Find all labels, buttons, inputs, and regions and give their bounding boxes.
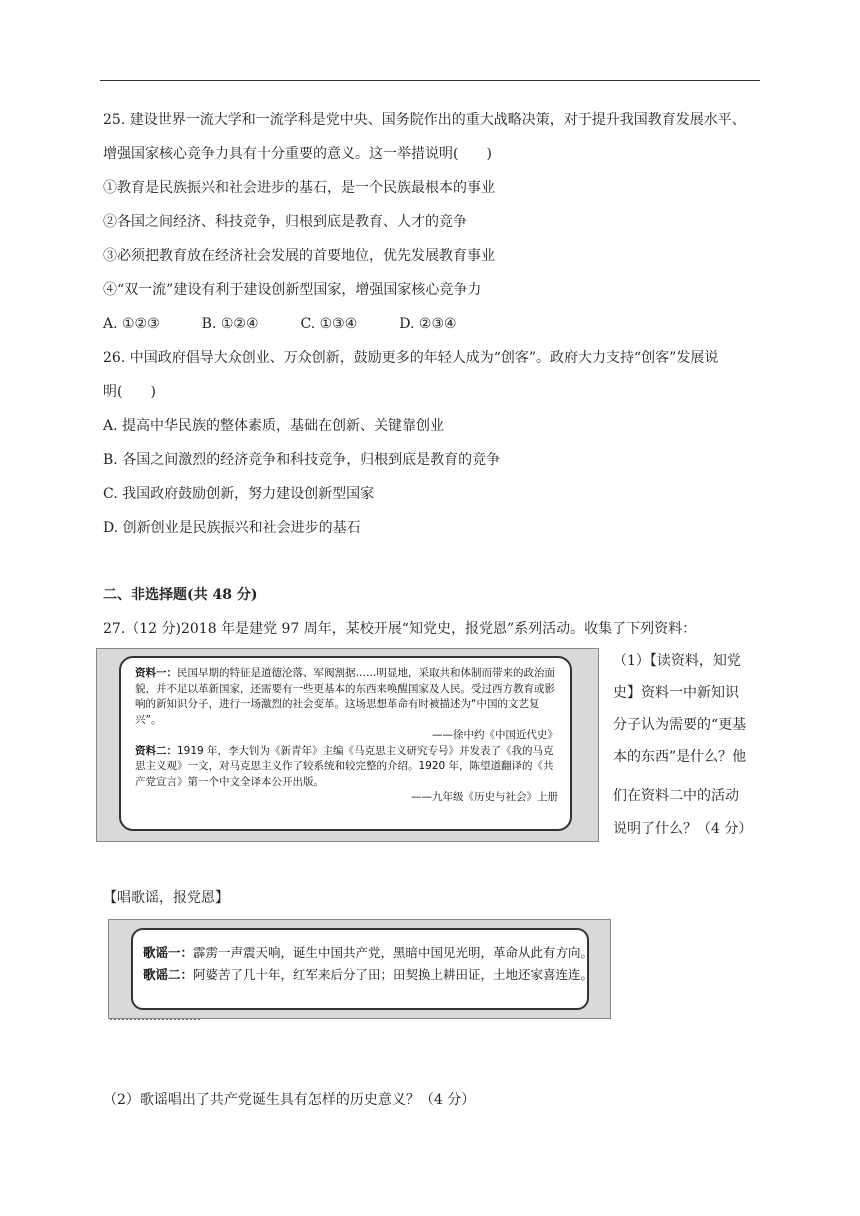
material2-text: 1919 年，李大钊为《新青年》主编《马克思主义研究专号》并发表了《我的马克思主义观》一文，对马克思主义作了较系统和较完整的介绍。1920 年，陈望道翻译的《共产党宣言》第一个中文全译本公开出版。 (135, 744, 554, 788)
material-box (119, 656, 572, 831)
q26-stem-line1: 26. 中国政府倡导大众创业、万众创新，鼓励更多的年轻人成为“创客”。政府大力支持“创客”发展说 (103, 350, 719, 366)
q25-option-4: ④“双一流”建设有利于建设创新型国家，增强国家核心竞争力 (103, 282, 482, 298)
material2-paragraph (135, 744, 558, 791)
song-box (131, 928, 594, 1010)
material2-label: 资料二： (135, 744, 177, 757)
material1-label: 资料一： (135, 667, 177, 679)
song1-label: 歌谣一： (143, 945, 194, 960)
material1-text: 民国早期的特征是道德沦落、军阀割据……明显地，采取共和体制而带来的政治面貌，并不足以革新国家，还需要有一些更基本的东西来唤醒国家及人民。受过西方教育或影响的新知识分子，进行一场激烈的社会变革。这场思想革命有时被描述为“中国的文艺复兴”。 (135, 667, 555, 726)
sub1-line-4: 本的东西”是什么？他 (613, 749, 747, 765)
q27-intro: 27.（12 分)2018 年是建党 97 周年，某校开展“知党史，报党恩”系列活动。收集了下列资料： (103, 621, 697, 637)
q26-stem-line2: 明( ) (103, 384, 156, 400)
q25-stem-line2: 增强国家核心竞争力具有十分重要的意义。这一举措说明( ) (103, 146, 492, 162)
material1-source: ——徐中约《中国近代史》 (432, 729, 558, 741)
cropped-text-remnant (110, 1018, 200, 1026)
material1-paragraph (135, 666, 558, 728)
song1-text: 霹雳一声震天响，诞生中国共产党，黑暗中国见光明，革命从此有方向。 (193, 945, 594, 960)
sub1-line-6: 说明了什么？（4 分） (613, 821, 753, 837)
q26-choice-a: A. 提高中华民族的整体素质，基础在创新、关键靠创业 (103, 418, 445, 434)
q25-option-2: ②各国之间经济、科技竞争，归根到底是教育、人才的竞争 (103, 214, 467, 230)
sub1-line-3: 分子认为需要的“更基 (613, 717, 747, 733)
material-figure (96, 648, 599, 842)
song-figure (108, 919, 611, 1019)
q26-choice-c: C. 我国政府鼓励创新，努力建设创新型国家 (103, 486, 375, 502)
q25-option-3: ③必须把教育放在经济社会发展的首要地位，优先发展教育事业 (103, 248, 495, 264)
sub1-line-2: 史】资料一中新知识 (613, 685, 739, 701)
sub1-line-1: （1）【读资料，知党 (613, 653, 741, 669)
q25-stem-line1: 25. 建设世界一流大学和一流学科是党中央、国务院作出的重大战略决策，对于提升我国教育发展水平、 (103, 112, 746, 128)
sub1-line-5: 们在资料二中的活动 (613, 788, 739, 804)
q26-choice-d: D. 创新创业是民族振兴和社会进步的基石 (103, 520, 361, 536)
section-title: 二、非选择题(共 48 分) (103, 587, 258, 603)
song2-text: 阿婆苦了几十年，红军来后分了田；田契换上耕田证，土地还家喜连连。 (193, 967, 594, 982)
header-rule (100, 80, 760, 81)
song2-label: 歌谣二： (143, 967, 194, 982)
sub2-question: （2）歌谣唱出了共产党诞生具有怎样的历史意义？（4 分） (103, 1092, 476, 1108)
material2-source: ——九年级《历史与社会》上册 (411, 791, 558, 803)
q25-option-1: ①教育是民族振兴和社会进步的基石，是一个民族最根本的事业 (103, 180, 495, 196)
song1-row (143, 942, 594, 964)
song2-row (143, 964, 594, 986)
q25-choices: A. ①②③ B. ①②④ C. ①③④ D. ②③④ (103, 316, 457, 332)
song-heading: 【唱歌谣，报党恩】 (103, 890, 229, 906)
q26-choice-b: B. 各国之间激烈的经济竞争和科技竞争，归根到底是教育的竞争 (103, 452, 501, 468)
